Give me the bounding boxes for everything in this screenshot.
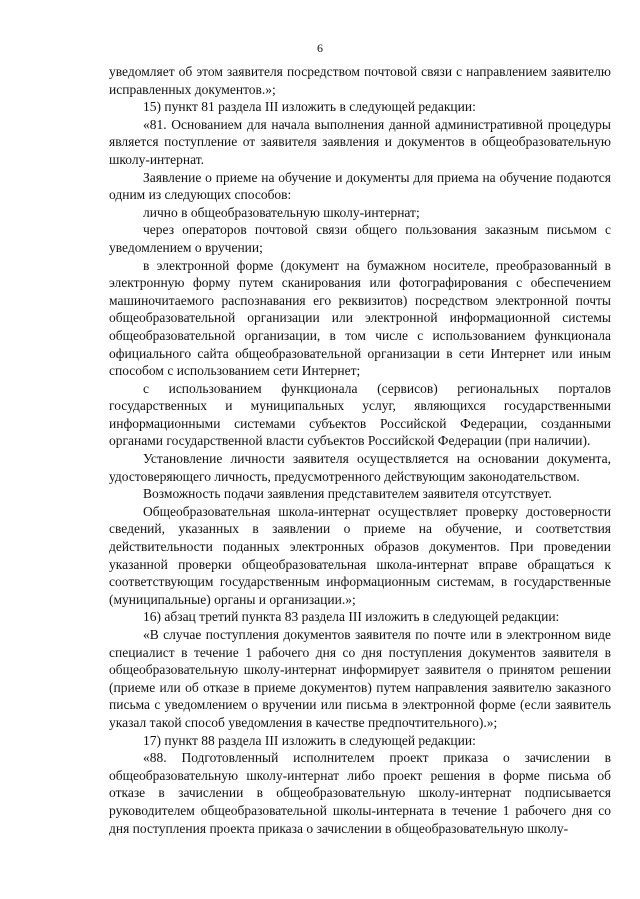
paragraph: «В случае поступления документов заявителя по почте или в электронном виде специалист в течение 1 рабочего дня со дня поступления документов заявителя в общеобразовательную школу-интернат информирует заявителя о принятом решении (приеме или об отказе в приеме документов) путем направления заявителю заказного письма с уведомлением о вручении или письма в электронной форме (если заявитель указал такой способ уведомления в качестве предпочтительного).»;: [109, 627, 611, 730]
paragraph: Общеобразовательная школа-интернат осуществляет проверку достоверности сведений, указанных в заявлении о приеме на обучение, и соответствия действительности поданных электронных образов документов. При проведении указанной проверки общеобразовательная школа-интернат вправе обращаться к соответствующим государственным информационным системам, в государственные (муниципальные) органы и организации.»;: [109, 503, 611, 607]
paragraph: через операторов почтовой связи общего пользования заказным письмом с уведомлением о вручении;: [109, 222, 611, 255]
paragraph: «81. Основанием для начала выполнения данной административной процедуры является поступление от заявителя заявления и документов в общеобразовательную школу-интернат.: [109, 116, 611, 167]
document-body: [109, 63, 611, 837]
paragraph: 17) пункт 88 раздела III изложить в следующей редакции:: [143, 732, 476, 748]
paragraph: «88. Подготовленный исполнителем проект приказа о зачислении в общеобразовательную школу-интернат либо проект решения в форме письма об отказе в зачислении в общеобразовательную школу-интернат подписывается руководителем общеобразовательной школы-интерната в течение 1 рабочего дня со дня поступления проекта приказа о зачислении в общеобразовательную школу-: [109, 750, 611, 836]
paragraph: Возможность подачи заявления представителем заявителя отсутствует.: [143, 486, 552, 502]
paragraph: Установление личности заявителя осуществляется на основании документа, удостоверяющего личность, предусмотренного действующим законодательством.: [109, 451, 611, 484]
paragraph: уведомляет об этом заявителя посредством почтовой связи с направлением заявителю исправленных документов.»;: [109, 64, 611, 97]
paragraph: в электронной форме (документ на бумажном носителе, преобразованный в электронную форму путем сканирования или фотографирования с обеспечением машиночитаемого распознавания его реквизитов) посредством электронной почты общеобразовательной организации или электронной информационной системы общеобразовательной организации, в том числе с использованием функционала официального сайта общеобразовательной организации в сети Интернет или иным способом с использованием сети Интернет;: [109, 257, 611, 379]
paragraph: 16) абзац третий пункта 83 раздела III изложить в следующей редакции:: [143, 609, 560, 625]
page-number: 6: [317, 41, 323, 55]
paragraph: Заявление о приеме на обучение и документы для приема на обучение подаются одним из следующих способов:: [109, 169, 611, 203]
paragraph: лично в общеобразовательную школу-интернат;: [143, 204, 420, 220]
paragraph: 15) пункт 81 раздела III изложить в следующей редакции:: [143, 99, 476, 115]
paragraph: с использованием функционала (сервисов) региональных порталов государственных и муниципальных услуг, являющихся государственными информационными системами субъектов Российской Федерации, созданными органами государственной власти субъектов Российской Федерации (при наличии).: [109, 380, 611, 449]
